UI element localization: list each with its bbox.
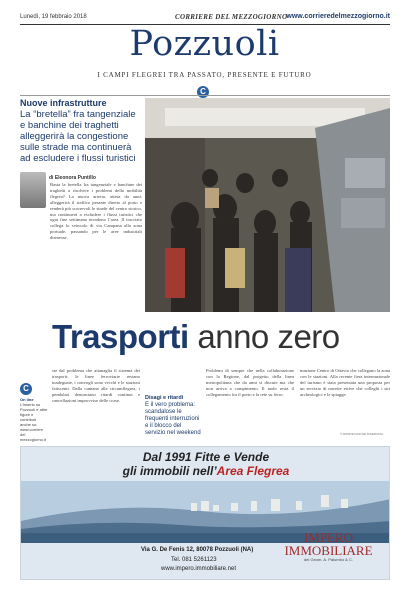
section-badge-icon: C [197, 86, 209, 98]
lead-kicker: Nuove infrastrutture [20, 98, 107, 108]
main-headline [52, 318, 340, 356]
ad-address: Via G. De Fenis 12, 80078 Pozzuoli (NA) [141, 547, 254, 553]
ad-headline-2a: gli immobili nell’ [122, 464, 217, 478]
article-column-1: Basta la bretella fra tangenziale e banchine dei traghetti a risolvere i problemi della mobilità flegrea? La nuova arteria, attesa da anni, alleggerirà il traffico pesante diretto al porto e renderà più scorrevoli le strade del centro storico, ma continuerà a escludere i flussi turistici che ogni fine settimana invadono l’area. Il tracciato collega lo svincolo di via Campana alla zona portuale, passando per le aree industriali dismesse. [50, 182, 142, 241]
section-subtitle: I CAMPI FLEGREI TRA PASSATO, PRESENTE E FUTURO [97, 71, 312, 79]
author-avatar [20, 172, 46, 208]
disagi-kicker: Disagi e ritardi [145, 395, 184, 401]
ad-website[interactable]: www.impero.immobiliare.net [161, 566, 237, 572]
ad-brand-name: IMPERO IMMOBILIARE [284, 530, 373, 558]
online-badge-icon: C [20, 383, 32, 395]
article-column-3: Problemi di sempre che nella collaborazione con la Regione, dal progetto della linea metropolitana che da anni si discute ma che non arriva a compimento. Il nodo resta il collegamento fra il porto e la rete su ferro. [206, 368, 294, 397]
ad-brand-logo [271, 531, 386, 562]
ad-headline-2b: Area Flegrea [216, 464, 290, 478]
ad-headline-1: Dal 1991 Fitte e Vende [142, 450, 270, 464]
section-title: Pozzuoli [129, 24, 280, 64]
ad-headline-2 [21, 464, 390, 478]
ad-phone: Tel. 081 5261123 [171, 557, 217, 563]
lead-photo-station-crowd [145, 98, 390, 312]
online-label: On line [20, 397, 34, 402]
advertisement[interactable] [20, 446, 390, 580]
copyright-credit: © RIPRODUZIONE RISERVATA [340, 432, 384, 436]
author-byline: di Eleonora Puntillo [49, 175, 96, 181]
masthead [20, 11, 390, 23]
ad-brand-byline: dei Geom. A. Palumbo & C. [304, 557, 353, 562]
article-column-2: ste dal problema che attanaglia il sistema dei trasporti: le linee ferroviarie restano inadeguate, i convogli sono vecchi e le stazioni fatiscenti. Dalla cumana alla circumflegrea, i pendolari denunciano ritardi continui e cancellazioni improvvise delle corse. [52, 368, 140, 403]
headline-bold: Trasporti [52, 318, 189, 355]
online-sidebar [20, 397, 48, 442]
lead-deck: La “bretella” fra tangenziale e banchine dei traghetti alleggerirà la congestione sulle strade ma continuerà ad escludere i flussi turistici [20, 109, 136, 164]
article-column-4: mazione Centro di Ottavio che collegano la zona con le stazioni. Alla recente fiera internazionale del turismo è stata presentata una proposta per un servizio di navette estive che colleghi i siti archeologici e le spiagge. [300, 368, 390, 397]
masthead-url[interactable]: www.corrieredelmezzogiorno.it [286, 13, 390, 20]
disagi-deck: E il vero problema: scandalose le frequenti interruzioni e il blocco del servizio nel weekend [145, 402, 201, 436]
headline-light: anno zero [197, 318, 340, 355]
masthead-paper-name: CORRIERE DEL MEZZOGIORNO [175, 13, 288, 21]
online-text: L’inserto su Pozzuoli e altre figure e contributi anche su: www.corriere del mezzogiorno.it [20, 402, 48, 442]
section-divider [20, 95, 390, 96]
masthead-date: Lunedì, 19 febbraio 2018 [20, 14, 87, 20]
